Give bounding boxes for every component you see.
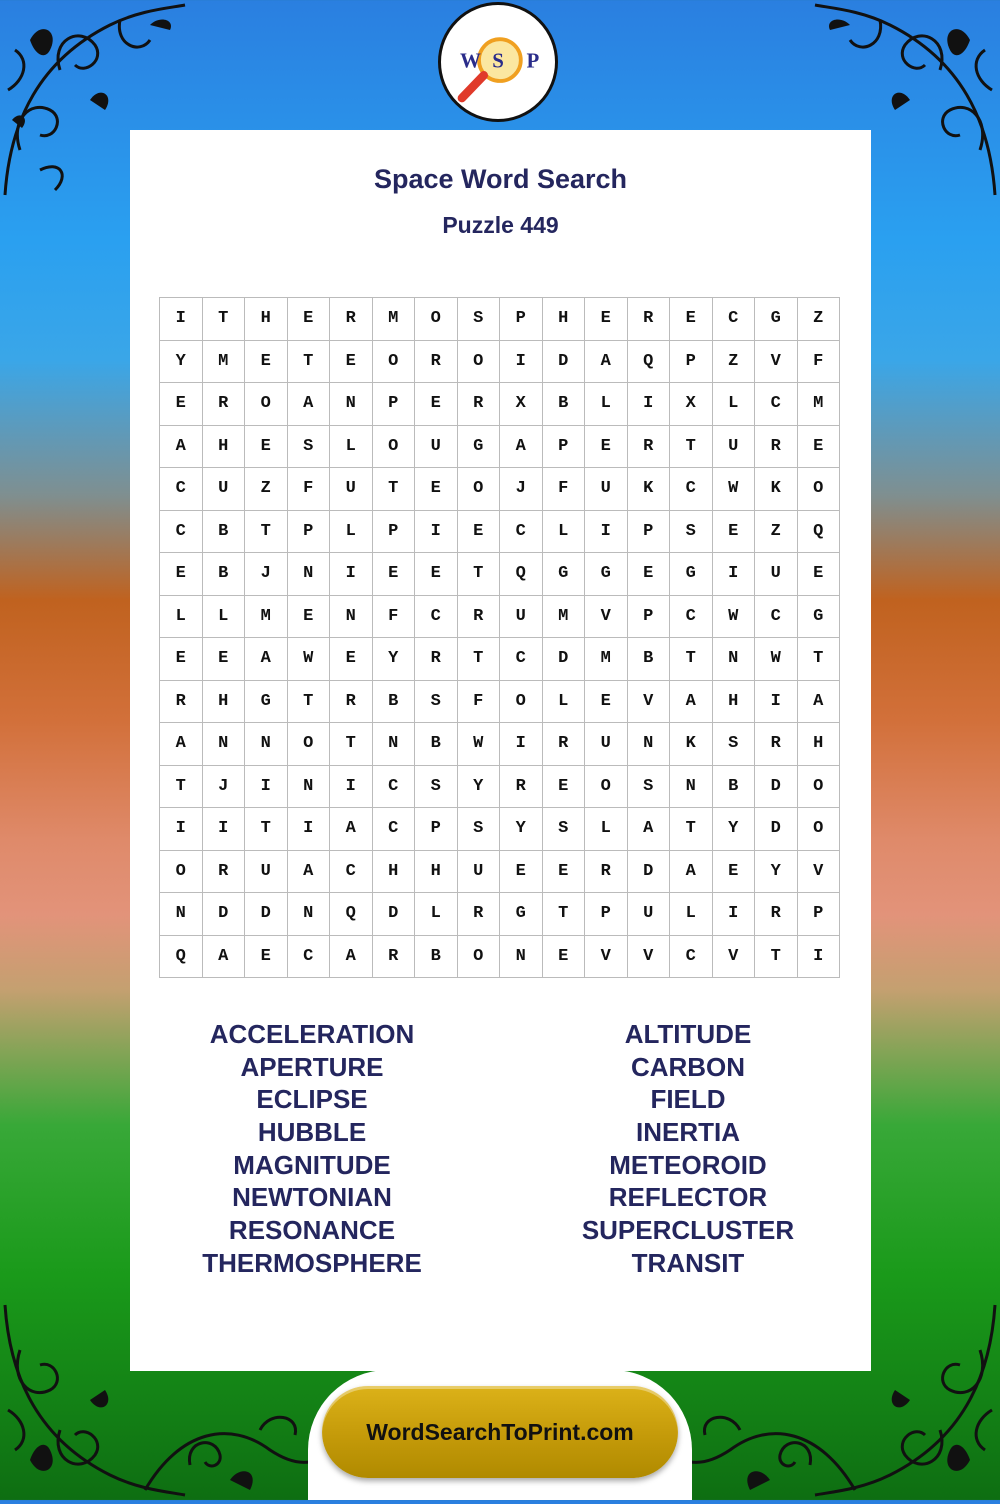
grid-cell[interactable]: T (670, 426, 713, 469)
grid-cell[interactable]: K (755, 468, 798, 511)
grid-cell[interactable]: E (415, 553, 458, 596)
grid-cell[interactable]: V (628, 936, 671, 979)
word-list-item: APERTURE (240, 1051, 384, 1082)
grid-cell[interactable]: T (288, 341, 331, 384)
grid-cell[interactable]: F (543, 468, 586, 511)
grid-cell[interactable]: H (713, 681, 756, 724)
grid-cell[interactable]: O (798, 468, 841, 511)
grid-cell[interactable]: J (245, 553, 288, 596)
grid-cell[interactable]: M (798, 383, 841, 426)
grid-cell[interactable]: T (543, 893, 586, 936)
grid-cell[interactable]: R (458, 383, 501, 426)
grid-cell[interactable]: I (330, 553, 373, 596)
grid-cell[interactable]: P (628, 511, 671, 554)
grid-cell[interactable]: J (203, 766, 246, 809)
grid-cell[interactable]: A (585, 341, 628, 384)
grid-cell[interactable]: V (755, 341, 798, 384)
grid-cell[interactable]: I (713, 553, 756, 596)
grid-cell[interactable]: N (203, 723, 246, 766)
word-list-item: RESONANCE (228, 1215, 396, 1246)
grid-cell[interactable]: O (458, 936, 501, 979)
grid-cell[interactable]: O (500, 681, 543, 724)
grid-cell[interactable]: E (288, 596, 331, 639)
grid-cell[interactable]: B (373, 681, 416, 724)
grid-cell[interactable]: E (500, 851, 543, 894)
grid-cell[interactable]: E (585, 426, 628, 469)
grid-cell[interactable]: Y (713, 808, 756, 851)
grid-cell[interactable]: U (755, 553, 798, 596)
grid-cell[interactable]: E (245, 936, 288, 979)
grid-cell[interactable]: L (585, 808, 628, 851)
grid-cell[interactable]: R (500, 766, 543, 809)
word-list-item: INERTIA (636, 1117, 740, 1148)
grid-cell[interactable]: T (288, 681, 331, 724)
grid-cell[interactable]: E (203, 638, 246, 681)
grid-cell[interactable]: C (755, 383, 798, 426)
grid-cell[interactable]: A (670, 681, 713, 724)
grid-cell[interactable]: Z (755, 511, 798, 554)
grid-cell[interactable]: O (415, 298, 458, 341)
grid-cell[interactable]: M (543, 596, 586, 639)
grid-cell[interactable]: N (713, 638, 756, 681)
website-link-button[interactable]: WordSearchToPrint.com (322, 1386, 678, 1478)
grid-cell[interactable]: D (203, 893, 246, 936)
grid-cell[interactable]: H (373, 851, 416, 894)
grid-cell[interactable]: N (160, 893, 203, 936)
grid-cell[interactable]: R (628, 298, 671, 341)
grid-cell[interactable]: Q (500, 553, 543, 596)
grid-cell[interactable]: N (245, 723, 288, 766)
grid-cell[interactable]: E (628, 553, 671, 596)
grid-cell[interactable]: K (628, 468, 671, 511)
grid-cell[interactable]: R (628, 426, 671, 469)
grid-cell[interactable]: H (245, 298, 288, 341)
word-list-item: CARBON (630, 1051, 746, 1082)
grid-cell[interactable]: E (330, 638, 373, 681)
svg-text:W: W (460, 48, 481, 73)
puzzle-card (130, 130, 871, 1371)
grid-cell[interactable]: N (288, 553, 331, 596)
grid-cell[interactable]: R (543, 723, 586, 766)
grid-cell[interactable]: C (670, 596, 713, 639)
word-list-item: TRANSIT (631, 1247, 745, 1278)
grid-cell[interactable]: Q (628, 341, 671, 384)
grid-cell[interactable]: H (203, 681, 246, 724)
grid-cell[interactable]: M (203, 341, 246, 384)
grid-cell[interactable]: N (670, 766, 713, 809)
grid-cell[interactable]: F (798, 341, 841, 384)
word-list-item: THERMOSPHERE (202, 1247, 422, 1278)
grid-cell[interactable]: R (203, 851, 246, 894)
grid-cell[interactable]: R (160, 681, 203, 724)
grid-cell[interactable]: L (670, 893, 713, 936)
grid-cell[interactable]: E (160, 383, 203, 426)
grid-cell[interactable]: L (543, 681, 586, 724)
grid-cell[interactable]: Z (713, 341, 756, 384)
word-list-item: MAGNITUDE (233, 1149, 391, 1180)
grid-cell[interactable]: L (203, 596, 246, 639)
word-list-item: ECLIPSE (256, 1084, 368, 1115)
grid-cell[interactable]: E (543, 851, 586, 894)
grid-cell[interactable]: N (330, 596, 373, 639)
grid-cell[interactable]: L (585, 383, 628, 426)
grid-cell[interactable]: H (203, 426, 246, 469)
grid-cell[interactable]: I (628, 383, 671, 426)
grid-cell[interactable]: N (373, 723, 416, 766)
word-list-left (132, 1018, 492, 1280)
grid-cell[interactable]: W (755, 638, 798, 681)
grid-cell[interactable]: B (543, 383, 586, 426)
grid-cell[interactable]: C (160, 468, 203, 511)
grid-cell[interactable]: O (373, 426, 416, 469)
grid-cell[interactable]: T (755, 936, 798, 979)
grid-cell[interactable]: U (245, 851, 288, 894)
grid-cell[interactable]: Y (458, 766, 501, 809)
grid-cell[interactable]: I (755, 681, 798, 724)
grid-cell[interactable]: O (373, 341, 416, 384)
grid-cell[interactable]: E (160, 638, 203, 681)
grid-cell[interactable]: L (713, 383, 756, 426)
grid-cell[interactable]: R (458, 596, 501, 639)
grid-cell[interactable]: T (798, 638, 841, 681)
grid-cell[interactable]: Y (755, 851, 798, 894)
grid-cell[interactable]: N (500, 936, 543, 979)
grid-cell[interactable]: R (330, 681, 373, 724)
word-list-item: ACCELERATION (209, 1019, 415, 1049)
grid-cell[interactable]: P (288, 511, 331, 554)
grid-cell[interactable]: E (543, 936, 586, 979)
grid-cell[interactable]: J (500, 468, 543, 511)
grid-cell[interactable]: C (373, 766, 416, 809)
grid-cell[interactable]: X (670, 383, 713, 426)
grid-cell[interactable]: C (500, 638, 543, 681)
grid-cell[interactable]: C (500, 511, 543, 554)
grid-cell[interactable]: R (755, 893, 798, 936)
grid-cell[interactable]: C (713, 298, 756, 341)
grid-cell[interactable]: N (288, 766, 331, 809)
grid-cell[interactable]: G (798, 596, 841, 639)
grid-cell[interactable]: E (713, 851, 756, 894)
grid-cell[interactable]: S (458, 298, 501, 341)
grid-cell[interactable]: S (458, 808, 501, 851)
puzzle-number: Puzzle 449 (442, 212, 559, 238)
grid-cell[interactable]: E (670, 298, 713, 341)
grid-cell[interactable]: Y (500, 808, 543, 851)
grid-cell[interactable]: L (330, 511, 373, 554)
grid-cell[interactable]: O (798, 766, 841, 809)
word-list-item: HUBBLE (257, 1117, 367, 1148)
grid-cell[interactable]: G (458, 426, 501, 469)
page-title: Space Word Search (373, 164, 628, 194)
grid-cell[interactable]: U (330, 468, 373, 511)
grid-cell[interactable]: L (330, 426, 373, 469)
grid-cell[interactable]: U (203, 468, 246, 511)
grid-cell[interactable]: I (585, 511, 628, 554)
grid-cell[interactable]: E (373, 553, 416, 596)
grid-cell[interactable]: Q (798, 511, 841, 554)
grid-cell[interactable]: E (330, 341, 373, 384)
grid-cell[interactable]: R (373, 936, 416, 979)
word-list-item: SUPERCLUSTER (581, 1215, 795, 1246)
grid-cell[interactable]: V (628, 681, 671, 724)
grid-cell[interactable]: C (670, 936, 713, 979)
word-list-item: NEWTONIAN (232, 1182, 392, 1213)
grid-cell[interactable]: P (373, 383, 416, 426)
grid-cell[interactable]: R (415, 638, 458, 681)
grid-cell[interactable]: V (585, 936, 628, 979)
grid-cell[interactable]: D (755, 808, 798, 851)
grid-cell[interactable]: C (288, 936, 331, 979)
grid-cell[interactable]: E (585, 298, 628, 341)
letter-grid[interactable] (159, 297, 840, 978)
grid-cell[interactable]: A (628, 808, 671, 851)
grid-cell[interactable]: I (798, 936, 841, 979)
grid-cell[interactable]: R (755, 723, 798, 766)
grid-cell[interactable]: G (245, 681, 288, 724)
grid-cell[interactable]: F (373, 596, 416, 639)
grid-cell[interactable]: D (628, 851, 671, 894)
grid-cell[interactable]: N (628, 723, 671, 766)
grid-cell[interactable]: S (543, 808, 586, 851)
grid-cell[interactable]: R (203, 383, 246, 426)
grid-cell[interactable]: E (798, 426, 841, 469)
grid-cell[interactable]: Z (245, 468, 288, 511)
grid-cell[interactable]: G (755, 298, 798, 341)
grid-cell[interactable]: D (373, 893, 416, 936)
grid-cell[interactable]: H (543, 298, 586, 341)
grid-cell[interactable]: H (415, 851, 458, 894)
grid-cell[interactable]: B (628, 638, 671, 681)
grid-cell[interactable]: R (415, 341, 458, 384)
grid-cell[interactable]: R (458, 893, 501, 936)
grid-cell[interactable]: P (670, 341, 713, 384)
grid-cell[interactable]: Z (798, 298, 841, 341)
grid-cell[interactable]: C (330, 851, 373, 894)
grid-cell[interactable]: G (500, 893, 543, 936)
grid-cell[interactable]: W (713, 596, 756, 639)
grid-cell[interactable]: A (798, 681, 841, 724)
grid-cell[interactable]: U (585, 468, 628, 511)
grid-cell[interactable]: C (755, 596, 798, 639)
grid-cell[interactable]: B (203, 553, 246, 596)
grid-cell[interactable]: I (288, 808, 331, 851)
grid-cell[interactable]: E (245, 426, 288, 469)
grid-cell[interactable]: A (670, 851, 713, 894)
grid-cell[interactable]: U (628, 893, 671, 936)
grid-cell[interactable]: T (330, 723, 373, 766)
grid-cell[interactable]: P (628, 596, 671, 639)
grid-cell[interactable]: A (160, 426, 203, 469)
grid-cell[interactable]: I (713, 893, 756, 936)
grid-cell[interactable]: I (160, 298, 203, 341)
grid-cell[interactable]: O (458, 468, 501, 511)
grid-cell[interactable]: L (160, 596, 203, 639)
word-list-item: FIELD (650, 1084, 726, 1115)
grid-cell[interactable]: H (798, 723, 841, 766)
grid-cell[interactable]: O (458, 341, 501, 384)
grid-cell[interactable]: A (288, 851, 331, 894)
grid-cell[interactable]: A (330, 936, 373, 979)
grid-cell[interactable]: E (798, 553, 841, 596)
grid-cell[interactable]: C (160, 511, 203, 554)
grid-cell[interactable]: W (458, 723, 501, 766)
grid-cell[interactable]: W (288, 638, 331, 681)
grid-cell[interactable]: U (585, 723, 628, 766)
grid-cell[interactable]: I (500, 723, 543, 766)
grid-cell[interactable]: T (373, 468, 416, 511)
grid-cell[interactable]: D (755, 766, 798, 809)
grid-cell[interactable]: T (160, 766, 203, 809)
grid-cell[interactable]: A (203, 936, 246, 979)
grid-cell[interactable]: O (245, 383, 288, 426)
grid-cell[interactable]: U (458, 851, 501, 894)
grid-cell[interactable]: D (245, 893, 288, 936)
grid-cell[interactable]: E (288, 298, 331, 341)
grid-cell[interactable]: P (373, 511, 416, 554)
grid-cell[interactable]: R (585, 851, 628, 894)
grid-cell[interactable]: Y (373, 638, 416, 681)
grid-cell[interactable]: S (628, 766, 671, 809)
grid-cell[interactable]: L (415, 893, 458, 936)
grid-cell[interactable]: I (415, 511, 458, 554)
grid-cell[interactable]: A (500, 426, 543, 469)
grid-cell[interactable]: V (798, 851, 841, 894)
grid-cell[interactable]: O (160, 851, 203, 894)
grid-cell[interactable]: C (415, 596, 458, 639)
grid-cell[interactable]: Y (160, 341, 203, 384)
wsp-logo[interactable] (438, 2, 558, 122)
grid-cell[interactable]: N (288, 893, 331, 936)
grid-cell[interactable]: V (713, 936, 756, 979)
grid-cell[interactable]: T (670, 638, 713, 681)
grid-cell[interactable]: B (203, 511, 246, 554)
svg-text:S: S (492, 48, 504, 73)
grid-cell[interactable]: R (755, 426, 798, 469)
grid-cell[interactable]: A (160, 723, 203, 766)
grid-cell[interactable]: S (288, 426, 331, 469)
grid-cell[interactable]: T (670, 808, 713, 851)
grid-cell[interactable]: N (330, 383, 373, 426)
grid-cell[interactable]: S (415, 681, 458, 724)
grid-cell[interactable]: W (713, 468, 756, 511)
grid-cell[interactable]: E (585, 681, 628, 724)
grid-cell[interactable]: E (713, 511, 756, 554)
grid-cell[interactable]: Q (160, 936, 203, 979)
grid-cell[interactable]: O (288, 723, 331, 766)
grid-cell[interactable]: D (543, 638, 586, 681)
grid-cell[interactable]: I (160, 808, 203, 851)
grid-cell[interactable]: F (288, 468, 331, 511)
word-list-item: METEOROID (609, 1149, 767, 1180)
grid-cell[interactable]: I (330, 766, 373, 809)
grid-cell[interactable]: L (543, 511, 586, 554)
grid-cell[interactable]: A (245, 638, 288, 681)
grid-cell[interactable]: T (245, 511, 288, 554)
grid-cell[interactable]: X (500, 383, 543, 426)
svg-text:P: P (526, 48, 540, 73)
grid-cell[interactable]: S (415, 766, 458, 809)
grid-cell[interactable]: U (500, 596, 543, 639)
grid-cell[interactable]: P (500, 298, 543, 341)
word-list-item: REFLECTOR (608, 1182, 768, 1213)
grid-cell[interactable]: G (670, 553, 713, 596)
grid-cell[interactable]: E (543, 766, 586, 809)
grid-cell[interactable]: P (798, 893, 841, 936)
grid-cell[interactable]: I (245, 766, 288, 809)
grid-cell[interactable]: T (458, 553, 501, 596)
grid-cell[interactable]: I (500, 341, 543, 384)
grid-cell[interactable]: U (415, 426, 458, 469)
grid-cell[interactable]: K (670, 723, 713, 766)
word-list-right (508, 1018, 868, 1280)
grid-cell[interactable]: S (670, 511, 713, 554)
grid-cell[interactable]: F (458, 681, 501, 724)
grid-cell[interactable]: O (798, 808, 841, 851)
grid-cell[interactable]: E (458, 511, 501, 554)
grid-cell[interactable]: C (670, 468, 713, 511)
grid-cell[interactable]: M (245, 596, 288, 639)
word-list-item: ALTITUDE (624, 1019, 752, 1049)
grid-cell[interactable]: Q (330, 893, 373, 936)
grid-cell[interactable]: B (415, 936, 458, 979)
grid-cell[interactable]: E (245, 341, 288, 384)
grid-cell[interactable]: G (585, 553, 628, 596)
grid-cell[interactable]: U (713, 426, 756, 469)
grid-cell[interactable]: T (245, 808, 288, 851)
grid-cell[interactable]: E (415, 383, 458, 426)
grid-cell[interactable]: M (585, 638, 628, 681)
grid-cell[interactable]: C (373, 808, 416, 851)
grid-cell[interactable]: E (160, 553, 203, 596)
grid-cell[interactable]: S (713, 723, 756, 766)
grid-cell[interactable]: P (585, 893, 628, 936)
grid-cell[interactable]: T (203, 298, 246, 341)
grid-cell[interactable]: O (585, 766, 628, 809)
grid-cell[interactable]: B (713, 766, 756, 809)
grid-cell[interactable]: A (288, 383, 331, 426)
grid-cell[interactable]: R (330, 298, 373, 341)
grid-cell[interactable]: E (415, 468, 458, 511)
grid-cell[interactable]: P (543, 426, 586, 469)
grid-cell[interactable]: A (330, 808, 373, 851)
grid-cell[interactable]: V (585, 596, 628, 639)
grid-cell[interactable]: D (543, 341, 586, 384)
grid-cell[interactable]: B (415, 723, 458, 766)
grid-cell[interactable]: P (415, 808, 458, 851)
grid-cell[interactable]: T (458, 638, 501, 681)
grid-cell[interactable]: M (373, 298, 416, 341)
grid-cell[interactable]: I (203, 808, 246, 851)
grid-cell[interactable]: G (543, 553, 586, 596)
